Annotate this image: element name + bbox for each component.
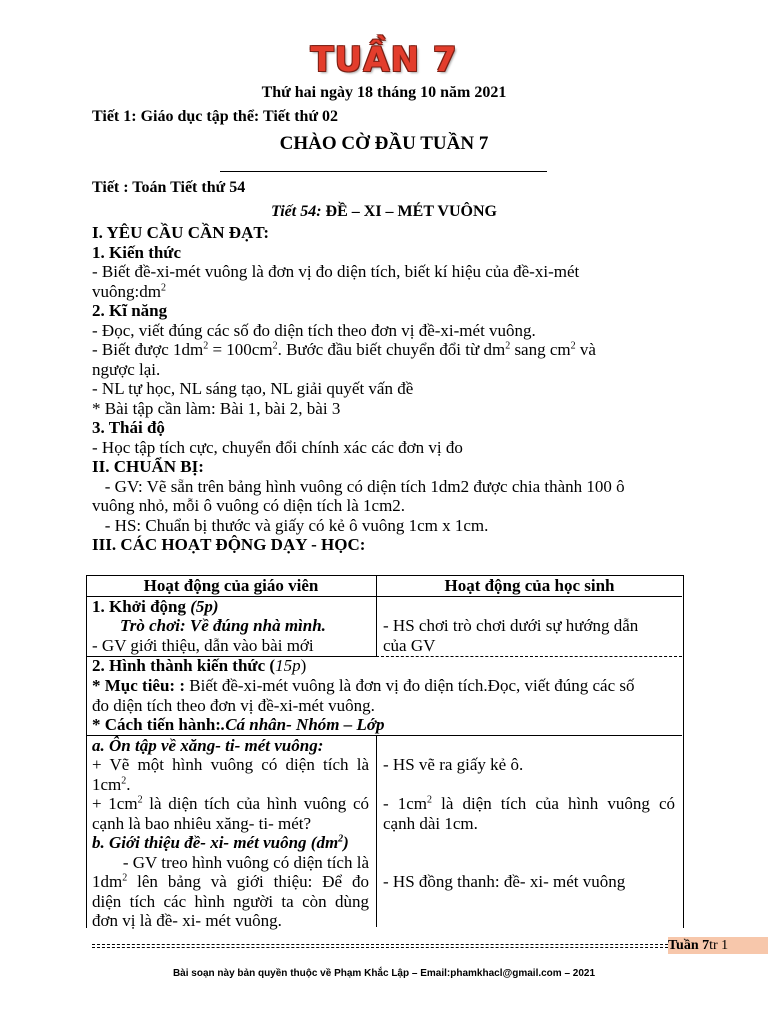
text-span: - 1cm — [383, 794, 428, 813]
text-span: 2. Hình thành kiến thức ( — [92, 656, 276, 675]
row1-game: Trò chơi: Về đúng nhà mình. — [120, 616, 326, 635]
text-span: (5p) — [190, 597, 219, 616]
part-b-title — [92, 833, 349, 853]
part-a-line-3 — [92, 794, 369, 814]
superscript: 2 — [427, 794, 433, 806]
text-span: ) — [343, 833, 349, 852]
lesson-title-text: ĐỀ – XI – MÉT VUÔNG — [321, 203, 497, 220]
part-a-line-1: + Vẽ một hình vuông có diện tích là — [92, 755, 369, 774]
section-1-2-line-a: - Đọc, viết đúng các số đo diện tích theo đơn vị đề-xi-mét vuông. — [92, 321, 536, 340]
section-1-1-line-a: - Biết đề-xi-mét vuông là đơn vị đo diện tích, biết kí hiệu của đề-xi-mét — [92, 262, 580, 281]
superscript: 2 — [570, 340, 576, 352]
date-line: Thứ hai ngày 18 tháng 10 năm 2021 — [261, 84, 507, 101]
text-span: là diện tích của hình vuông có — [432, 794, 675, 813]
page-tag — [668, 937, 768, 954]
text-span: Biết đề-xi-mét vuông là đơn vị đo diện tích.Đọc, viết đúng các số — [185, 676, 635, 695]
text-span: * Cách tiến hành: — [92, 715, 221, 734]
column-divider-bottom — [376, 736, 377, 927]
text-span: b. Giới thiệu đề- xi- mét vuông (dm — [92, 833, 339, 852]
section-2-line-a: - GV: Vẽ sẵn trên bảng hình vuông có diện tích 1dm2 được chia thành 100 ô — [92, 477, 625, 496]
heading-rule — [220, 171, 547, 172]
student-a-3: cạnh dài 1cm. — [383, 814, 478, 833]
section-2-line-c: - HS: Chuẩn bị thước và giấy có kẻ ô vuông 1cm x 1cm. — [92, 516, 489, 535]
student-b-1: - HS đồng thanh: đề- xi- mét vuông — [383, 872, 626, 891]
section-1-3-heading: 3. Thái độ — [92, 418, 165, 437]
row1-teacher-text: - GV giới thiệu, dẫn vào bài mới — [92, 636, 314, 655]
text-span: và — [575, 340, 596, 359]
lesson-title-prefix: Tiết 54: — [271, 203, 322, 220]
text-span: 15p — [275, 656, 301, 675]
row-dashed-divider — [376, 656, 682, 657]
part-b-line-3: diện tích các hình người ta còn dùng — [92, 892, 369, 911]
superscript: 2 — [122, 872, 128, 884]
section-1-2-line-c: ngược lại. — [92, 360, 161, 379]
part-b-line-2 — [92, 872, 369, 892]
lesson2-line: Tiết : Toán Tiết thứ 54 — [92, 179, 246, 196]
section-1-2-heading: 2. Kĩ năng — [92, 301, 168, 320]
part-b-line-4: đơn vị là đề- xi- mét vuông. — [92, 911, 282, 930]
section-1-1-line-b — [92, 282, 166, 302]
text-span: .Cá nhân- Nhóm – Lớp — [220, 715, 385, 734]
lesson1-line: Tiết 1: Giáo dục tập thể: Tiết thứ 02 — [92, 108, 339, 125]
text-span: lên bảng và giới thiệu: Để đo — [127, 872, 369, 891]
text-span: - Biết được 1dm — [92, 340, 204, 359]
section-1-3-line-a: - Học tập tích cực, chuyển đổi chính xác các đơn vị đo — [92, 438, 463, 457]
page-tag-number: tr 1 — [709, 938, 729, 953]
student-a-1: - HS vẽ ra giấy kẻ ô. — [383, 755, 524, 774]
section-2-heading: II. CHUẨN BỊ: — [92, 457, 204, 476]
row1-student-text-1: - HS chơi trò chơi dưới sự hướng dẫn — [383, 616, 639, 635]
text-span: 1cm — [92, 775, 122, 794]
text-span: . Bước đầu biết chuyển đổi từ dm — [277, 340, 506, 359]
row1-student-text-2: của GV — [383, 636, 436, 655]
section-2-line-b: vuông nhỏ, mỗi ô vuông có diện tích là 1cm2. — [92, 496, 406, 515]
text-span: ) — [300, 656, 307, 675]
row2-goal — [92, 676, 635, 696]
section-1-2-line-d: - NL tự học, NL sáng tạo, NL giải quyết vấn đề — [92, 379, 414, 398]
text-span: 1. Khởi động — [92, 597, 191, 616]
row1-title — [92, 597, 219, 617]
text-span: 1dm — [92, 872, 123, 891]
text-span: là diện tích của hình vuông có — [142, 794, 369, 813]
week-title: TUẦN 7 — [310, 40, 458, 80]
footer-credit: Bài soạn này bản quyền thuộc về Phạm Khắc Lập – Email:phamkhacl@gmail.com – 2021 — [172, 968, 596, 979]
section-3-heading: III. CÁC HOẠT ĐỘNG DẠY - HỌC: — [92, 535, 366, 554]
text-span: vuông:dm — [92, 282, 161, 301]
row2-title — [92, 656, 306, 676]
text-span: . — [126, 775, 131, 794]
superscript: 2 — [272, 340, 278, 352]
text-span: * Mục tiêu: : — [92, 676, 186, 695]
part-a-title: a. Ôn tập về xăng- ti- mét vuông: — [92, 736, 324, 755]
superscript: 2 — [121, 775, 127, 787]
superscript: 2 — [203, 340, 209, 352]
lesson-title — [0, 203, 768, 221]
superscript: 2 — [137, 794, 143, 806]
section-1-2-line-e: * Bài tập cần làm: Bài 1, bài 2, bài 3 — [92, 399, 341, 418]
superscript: 2 — [505, 340, 511, 352]
superscript: 2 — [338, 833, 344, 845]
section-1-heading: I. YÊU CẦU CẦN ĐẠT: — [92, 223, 270, 242]
student-a-2 — [383, 794, 675, 814]
text-span: + 1cm — [92, 794, 138, 813]
section-1-2-line-b — [92, 340, 596, 360]
text-span: sang cm — [510, 340, 571, 359]
text-span: = 100cm — [208, 340, 273, 359]
row2-goal-2: đo diện tích theo đơn vị đề-xi-mét vuông. — [92, 696, 375, 715]
row2-method — [92, 715, 385, 735]
page-tag-week: Tuần 7 — [668, 938, 710, 953]
part-b-line-1: - GV treo hình vuông có diện tích là — [114, 853, 369, 872]
part-a-line-4: cạnh là bao nhiêu xăng- ti- mét? — [92, 814, 312, 833]
section-1-1-heading: 1. Kiến thức — [92, 243, 182, 262]
superscript: 2 — [160, 282, 166, 294]
part-a-line-2 — [92, 775, 131, 795]
heading-line: CHÀO CỜ ĐẦU TUẦN 7 — [279, 133, 489, 154]
col-header-student: Hoạt động của học sinh — [444, 576, 615, 595]
footer-rule — [92, 944, 668, 948]
col-header-teacher: Hoạt động của giáo viên — [143, 576, 319, 595]
